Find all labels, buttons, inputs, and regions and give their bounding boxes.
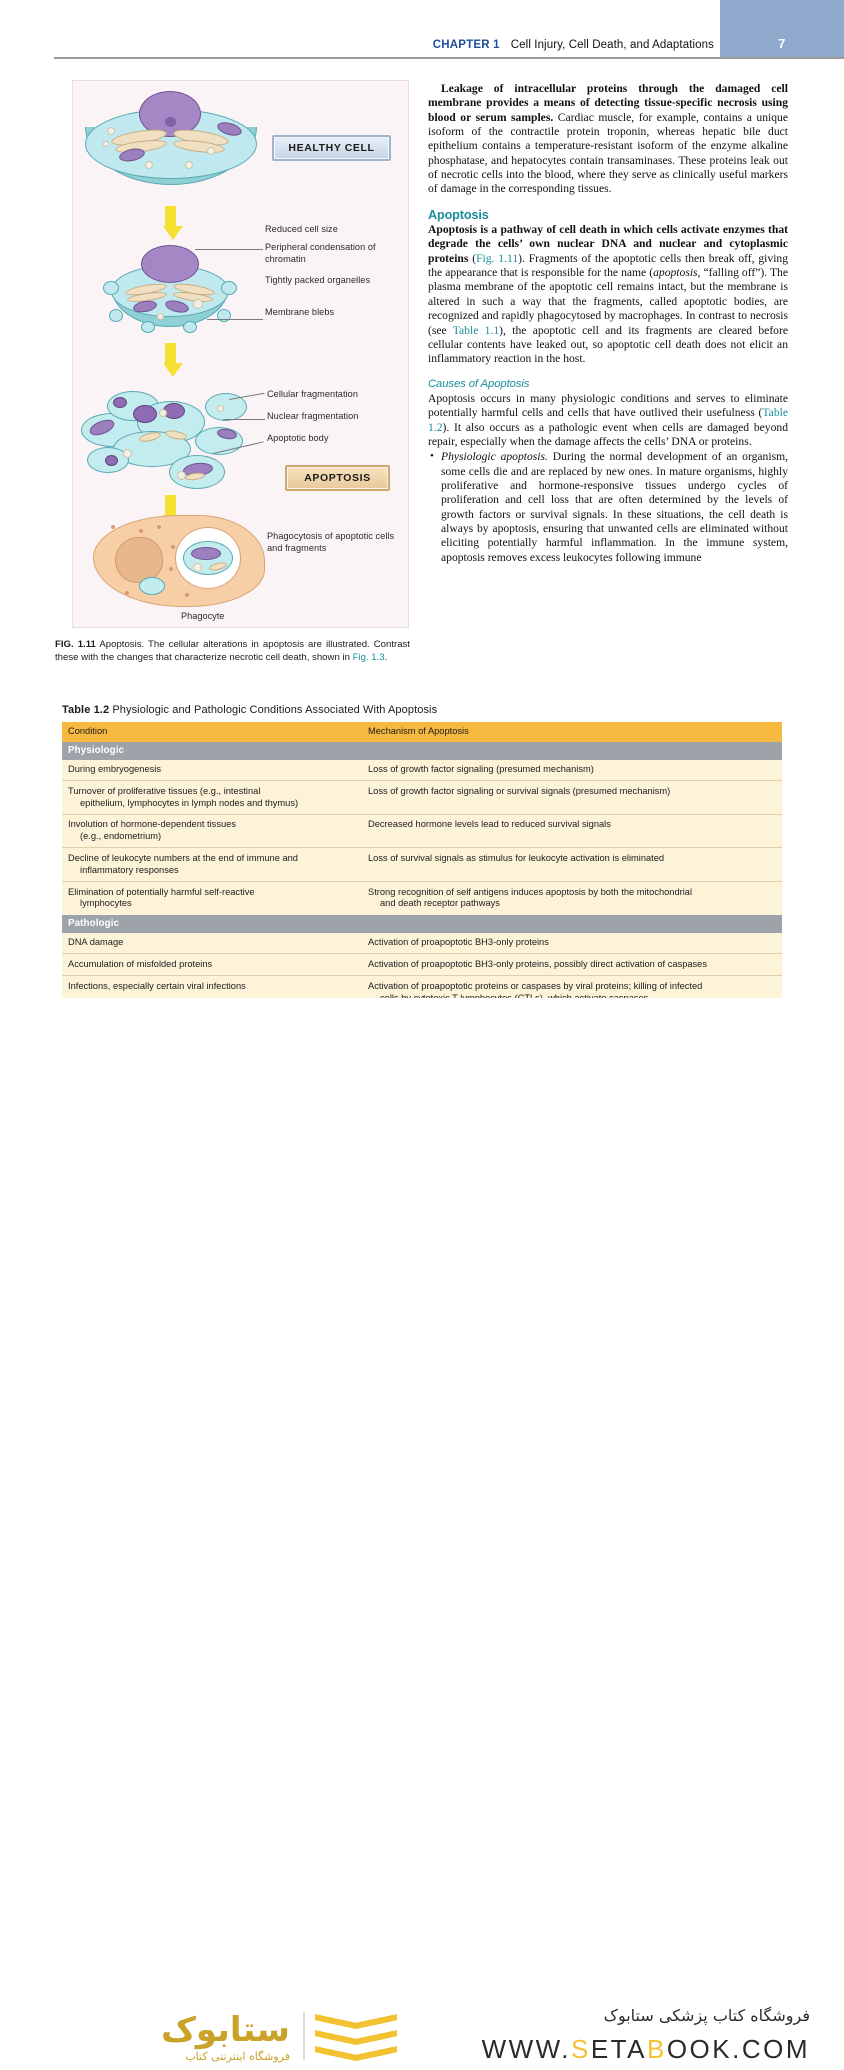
chevron-icon <box>315 2014 397 2062</box>
leader-line <box>223 419 265 420</box>
apoptosis-definition-bold: Apoptosis is a pathway of cell death in which cells activate enzymes that degrade the cells’ own nuclear DNA and nuclear and cytoplasmic proteins <box>428 223 788 265</box>
callout-peripheral-condensation: Peripheral condensation of chromatin <box>265 242 376 264</box>
vesicle <box>207 147 215 155</box>
chapter-title: Cell Injury, Cell Death, and Adaptations <box>510 39 714 51</box>
cytoplasm-granule <box>111 525 115 529</box>
apoptosis-rest-3: ), the apoptotic cell and its fragments are cleared before cellular contents have leaked out, so apoptotic cell death does not elicit an inflammatory reaction in the host. <box>428 323 788 366</box>
table-row <box>62 933 782 954</box>
cell-condition: DNA damage <box>62 933 362 954</box>
figure-1-11-panel <box>72 80 409 628</box>
crossref-table-1-2[interactable]: Table 1.2 <box>428 406 788 434</box>
cytoplasm-granule <box>169 567 173 571</box>
membrane-bleb <box>221 281 237 295</box>
membrane-bleb <box>109 309 123 322</box>
table-header-row <box>62 722 782 742</box>
crossref-table-1-1[interactable]: Table 1.1 <box>452 323 500 337</box>
vesicle <box>123 449 132 458</box>
figure-number: FIG. 1.11 <box>55 639 96 650</box>
url-part-s: S <box>571 2034 591 2064</box>
setabook-logo[interactable] <box>75 2008 375 2070</box>
figure-caption-text-1: Apoptosis. The cellular alterations in apoptosis are illustrated. Contrast these with the changes that characterize necrotic cell death, shown in <box>55 639 411 664</box>
cell-condition <box>62 848 362 882</box>
callout-phagocytosis: Phagocytosis of apoptotic cells and fragments <box>267 531 395 553</box>
crossref-fig-1-11[interactable]: Fig. 1.11 <box>476 251 519 265</box>
cytoplasm-granule <box>139 529 143 533</box>
leader-line <box>207 319 263 320</box>
cell-line-2: (e.g., endometrium) <box>80 831 162 842</box>
cell-nucleolus <box>165 117 176 127</box>
cytoplasm-granule <box>185 593 189 597</box>
table-row <box>62 882 782 915</box>
figure-stage-healthy-cell <box>79 91 264 201</box>
callout-nuclear-fragmentation: Nuclear fragmentation <box>267 411 359 421</box>
cell-condition <box>62 882 362 915</box>
nuclear-fragment <box>105 455 118 466</box>
nuclear-fragment <box>113 397 127 408</box>
cell-mechanism: Loss of growth factor signaling (presumed mechanism) <box>362 760 782 781</box>
causes-bullet-list <box>428 450 788 565</box>
vesicle <box>185 161 193 169</box>
figure-stage-phagocyte <box>87 511 277 615</box>
url-part-b: B <box>646 2034 667 2064</box>
phagolysosome <box>139 577 165 595</box>
phagocyte-label: Phagocyte <box>181 611 225 621</box>
necrosis-rest: Cardiac muscle, for example, contains a unique isoform of the contractile protein troponin, whereas hepatic bile duct epithelium contains a temperature-resistant isoform of the enzyme alkaline phosphatase, and hepatocytes contain transaminases. These proteins leak out of necrotic cells into the blood, where they serve as clinically useful markers of damage in the corresponding tissues. <box>428 110 788 196</box>
arrow-healthy-to-shrunken <box>163 206 177 240</box>
section-label: Physiologic <box>62 742 782 760</box>
logo-subtitle: فروشگاه اینترنتی کتاب <box>185 2050 290 2063</box>
vesicle <box>159 409 167 417</box>
cell-mechanism: Activation of proapoptotic BH3-only proteins <box>362 933 782 954</box>
cell-condition: Infections, especially certain viral infections <box>62 976 362 1009</box>
table-1-2 <box>62 722 782 1009</box>
vesicle <box>103 141 109 147</box>
apoptosis-rest-1: ). Fragments of the apoptotic cells then break off, giving the appearance that is responsible for the name ( <box>428 251 789 280</box>
table-row <box>62 814 782 848</box>
cell-mechanism: Loss of survival signals as stimulus for leukocyte activation is eliminated <box>362 848 782 882</box>
cell-line-2: epithelium, lymphocytes in lymph nodes and thymus) <box>80 797 299 808</box>
header-divider <box>54 57 844 59</box>
cell-mechanism: Loss of growth factor signaling or survival signals (presumed mechanism) <box>362 781 782 815</box>
vesicle <box>157 313 164 320</box>
footer-watermark <box>0 998 844 2064</box>
leader-line <box>195 249 263 250</box>
table-title-text: Physiologic and Pathologic Conditions Associated With Apoptosis <box>109 704 438 716</box>
vesicle <box>177 471 186 480</box>
figure-caption-crossref[interactable]: Fig. 1.3 <box>352 652 385 664</box>
healthy-cell-label-box: HEALTHY CELL <box>272 135 391 161</box>
bullet-body-text: During the normal development of an organism, some cells die and are replaced by new ones. In mature organisms, highly proliferative and hormone-responsive tissues undergo cycles of proliferation and cell loss that are often determined by the levels of growth factors or survival signals. In these situations, the cell death is always by apoptosis, ensuring that unwanted cells are eliminated without eliciting potentially harmful inflammation. In the immune system, apoptosis removes excess leukocytes following immune <box>441 450 788 564</box>
necrosis-lead-sentence: Leakage of intracellular proteins through the damaged cell membrane provides a means of detecting tissue-specific necrosis using blood or serum samples. <box>428 82 788 124</box>
membrane-bleb <box>183 321 197 333</box>
mitochondrion <box>191 547 221 560</box>
figure-caption <box>55 638 410 665</box>
vesicle <box>193 563 202 572</box>
cell-condition <box>62 781 362 815</box>
arrow-condensed-to-fragmented <box>163 343 177 377</box>
membrane-bleb <box>217 309 231 322</box>
cell-line-1: Involution of hormone-dependent tissues <box>68 819 236 830</box>
apoptosis-rest-2: “falling off”). The plasma membrane of the apoptotic cell remains intact, but the membrane is altered in such a way that the fragments, called apoptotic bodies, are recognized and rapidly phagocytosed by macrophages. In contrast to necrosis (see <box>428 266 788 337</box>
url-part-1: WWW. <box>481 2034 571 2064</box>
cell-condition: During embryogenesis <box>62 760 362 781</box>
section-label: Pathologic <box>62 915 782 933</box>
cytoplasm-granule <box>125 591 129 595</box>
table-row <box>62 760 782 781</box>
cytoplasm-granule <box>171 545 175 549</box>
table-section-pathologic <box>62 915 782 933</box>
apoptosis-label-box: APOPTOSIS <box>285 465 390 491</box>
cell-mechanism: Decreased hormone levels lead to reduced survival signals <box>362 814 782 848</box>
paragraph-necrosis-markers <box>428 82 788 197</box>
callout-cellular-fragmentation: Cellular fragmentation <box>267 389 358 399</box>
vesicle <box>217 405 224 412</box>
vesicle <box>193 299 203 309</box>
membrane-bleb <box>103 281 119 295</box>
cell-line-2: lymphocytes <box>80 898 132 909</box>
section-heading-apoptosis: Apoptosis <box>428 207 489 222</box>
page-number: 7 <box>778 36 786 51</box>
condensed-nucleus <box>141 245 199 283</box>
url-part-2: ETA <box>590 2034 647 2064</box>
table-row <box>62 954 782 976</box>
cell-line-1: Turnover of proliferative tissues (e.g., intestinal <box>68 785 261 796</box>
vesicle <box>145 161 153 169</box>
table-title <box>62 704 782 716</box>
running-head <box>0 34 714 56</box>
figure-caption-text-2: . <box>384 652 388 664</box>
paragraph-apoptosis-definition <box>428 223 788 366</box>
figure-stage-fragmented-cell <box>77 377 267 493</box>
cell-line-1: Elimination of potentially harmful self-reactive <box>68 886 255 897</box>
causes-text-2: ). It also occurs as a pathologic event when cells are damaged beyond repair, especially when the damage affects the cells’ DNA or proteins. <box>428 420 788 448</box>
cell-line-1: Activation of proapoptotic proteins or caspases by viral proteins; killing of infected <box>368 980 703 991</box>
site-url[interactable] <box>420 2034 810 2065</box>
table-number: Table 1.2 <box>62 704 110 716</box>
site-tagline: فروشگاه کتاب پزشکی ستابوک <box>603 2006 810 2025</box>
apoptosis-greek-term: apoptosis, <box>653 266 701 280</box>
bullet-lead-italic: Physiologic apoptosis. <box>441 450 548 464</box>
callout-tightly-packed-organelles: Tightly packed organelles <box>265 275 371 285</box>
apoptosis-paren-open: ( <box>468 251 477 265</box>
cell-line-1: Decline of leukocyte numbers at the end of immune and <box>68 852 298 863</box>
table-row <box>62 781 782 815</box>
cell-line-2: inflammatory responses <box>80 864 179 875</box>
table-section-physiologic <box>62 742 782 760</box>
cell-mechanism <box>362 882 782 915</box>
callout-apoptotic-body: Apoptotic body <box>267 433 329 443</box>
vesicle <box>107 127 115 135</box>
cell-condition <box>62 814 362 848</box>
table-1-2-block <box>62 704 782 1009</box>
body-text-column <box>428 82 788 565</box>
cell-mechanism: Activation of proapoptotic BH3-only proteins, possibly direct activation of caspases <box>362 954 782 976</box>
chapter-label: CHAPTER 1 <box>432 39 500 51</box>
callout-reduced-cell-size: Reduced cell size <box>265 224 338 234</box>
cell-condition: Accumulation of misfolded proteins <box>62 954 362 976</box>
subsection-heading-causes-of-apoptosis: Causes of Apoptosis <box>428 377 530 390</box>
logo-wordmark: ستابوک <box>161 2010 290 2050</box>
cytoplasm-granule <box>157 525 161 529</box>
column-header-condition: Condition <box>62 722 362 742</box>
paragraph-causes <box>428 392 788 449</box>
causes-text-1: Apoptosis occurs in many physiologic conditions and serves to eliminate potentially harmful cells and cells that have outlived their usefulness ( <box>428 391 788 420</box>
nuclear-fragment <box>133 405 157 423</box>
cell-line-2: and death receptor pathways <box>380 898 500 909</box>
table-row <box>62 848 782 882</box>
cell-line-1: Strong recognition of self antigens induces apoptosis by both the mitochondrial <box>368 886 693 897</box>
callout-membrane-blebs: Membrane blebs <box>265 307 335 317</box>
phagocyte-nucleus <box>115 537 163 583</box>
figure-stage-condensed-cell <box>95 241 255 341</box>
column-header-mechanism: Mechanism of Apoptosis <box>362 722 782 742</box>
page-header <box>0 0 844 62</box>
membrane-bleb <box>141 321 155 333</box>
logo-divider <box>303 2012 305 2060</box>
bullet-physiologic-apoptosis <box>441 450 788 565</box>
url-part-3: OOK.COM <box>666 2034 810 2064</box>
